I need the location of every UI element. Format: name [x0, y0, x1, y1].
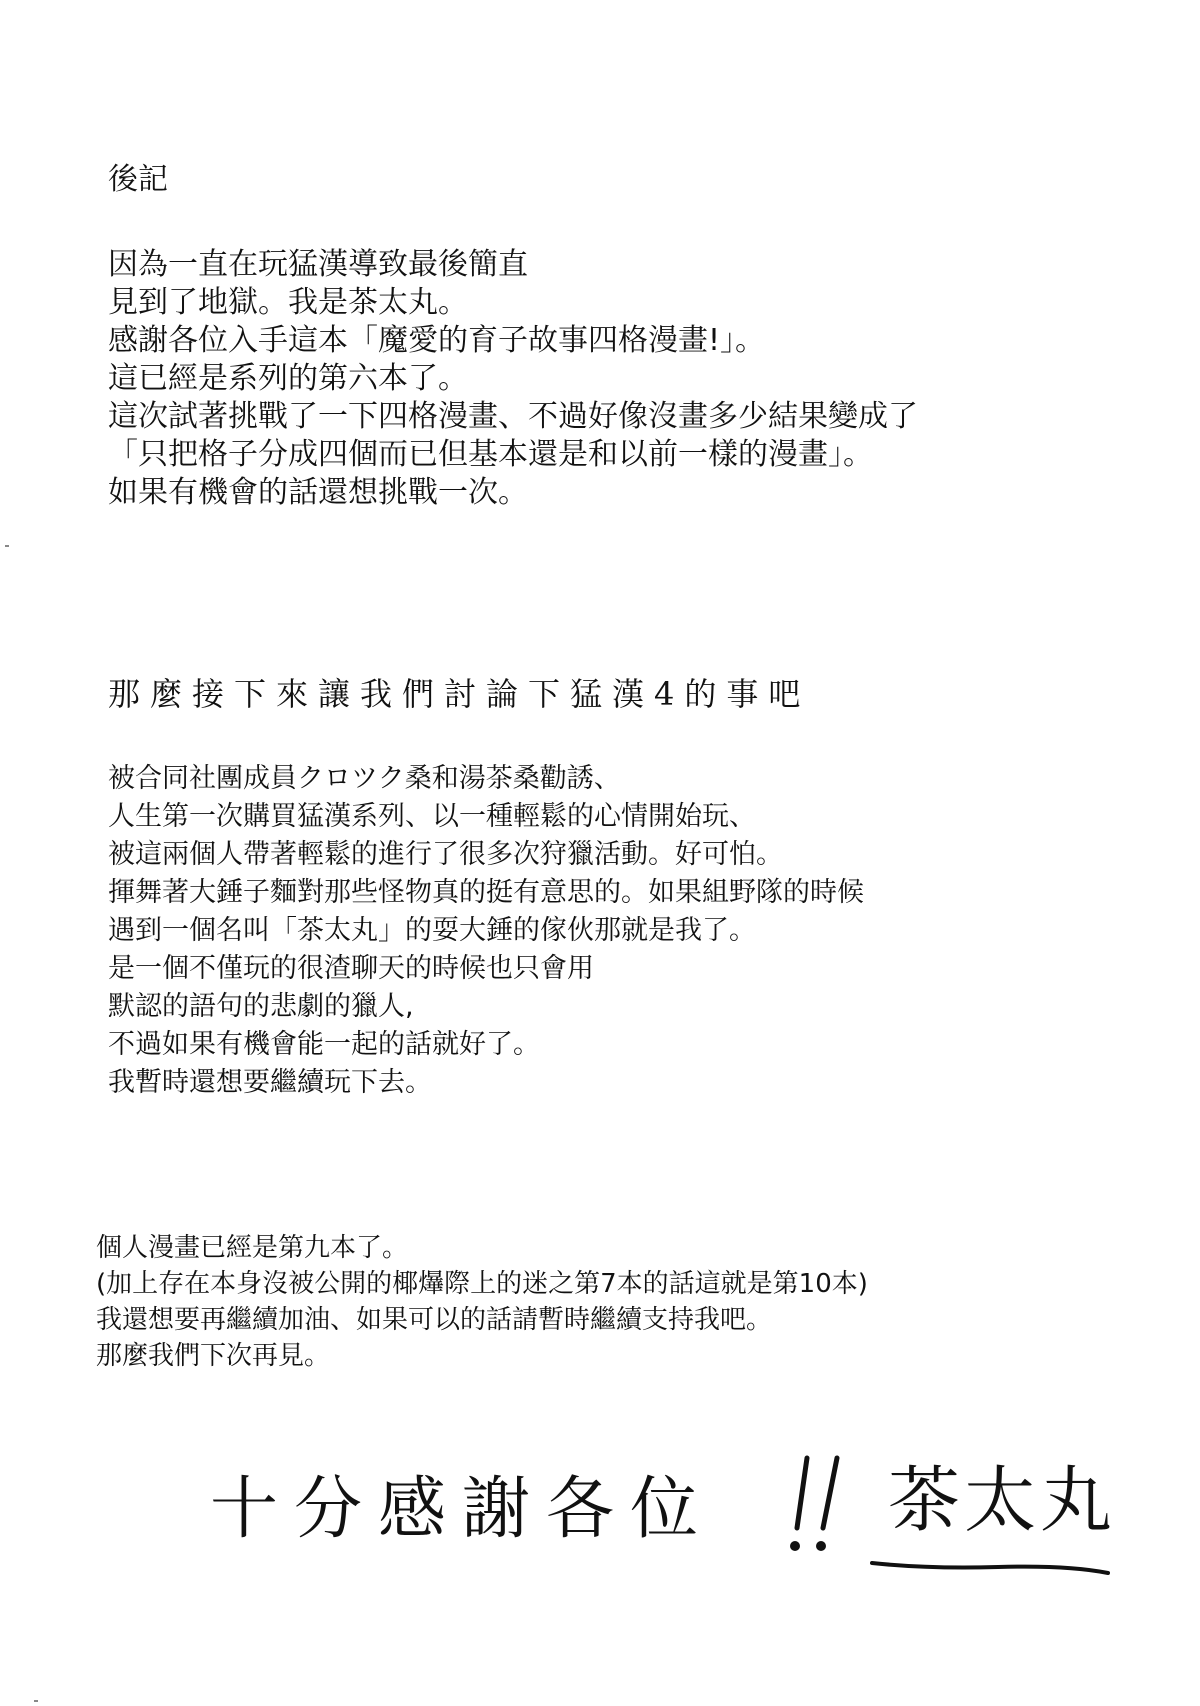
intro-line: 這已經是系列的第六本了。: [108, 361, 468, 396]
intro-line: 如果有機會的話還想挑戰一次。: [108, 475, 528, 510]
signature-underline: [868, 1545, 1113, 1585]
scan-speck: [5, 545, 9, 547]
handwritten-signature: 茶太丸: [888, 1458, 1117, 1542]
mh4-line: 默認的語句的悲劇的獵人,: [108, 991, 414, 1022]
closing-line: 那麼我們下次再見。: [96, 1341, 331, 1371]
mh4-section-heading: 那麼接下來讓我們討論下猛漢4的事吧: [108, 675, 811, 713]
intro-line: 感謝各位入手這本「魔愛的育子故事四格漫畫!」。: [108, 323, 766, 358]
afterword-title: 後記: [108, 162, 168, 197]
intro-line: 這次試著挑戰了一下四格漫畫、不過好像沒畫多少結果變成了: [108, 399, 918, 434]
intro-line: 「只把格子分成四個而已但基本還是和以前一樣的漫畫」。: [108, 437, 873, 472]
closing-line: 我還想要再繼續加油、如果可以的話請暫時繼續支持我吧。: [96, 1305, 773, 1335]
handwritten-thanks: 十分感謝各位: [210, 1470, 715, 1549]
closing-line: (加上存在本身沒被公開的椰爗際上的迷之第7本的話這就是第10本): [96, 1269, 868, 1299]
scan-speck: [34, 1700, 38, 1702]
mh4-line: 被合同社團成員クロツク桑和湯茶桑勸誘、: [108, 763, 621, 794]
intro-line: 見到了地獄。我是茶太丸。: [108, 285, 468, 320]
mh4-line: 被這兩個人帶著輕鬆的進行了很多次狩獵活動。好可怕。: [108, 839, 783, 870]
closing-line: 個人漫畫已經是第九本了。: [96, 1233, 409, 1263]
mh4-line: 是一個不僅玩的很渣聊天的時候也只會用: [108, 953, 594, 984]
exclamation-marks-icon: [785, 1450, 855, 1560]
mh4-line: 我暫時還想要繼續玩下去。: [108, 1067, 432, 1098]
closing-paragraph: [96, 1230, 868, 1374]
mh4-line: 揮舞著大錘子麵對那些怪物真的挺有意思的。如果組野隊的時候: [108, 877, 864, 908]
mh4-paragraph: [108, 760, 864, 1102]
intro-line: 因為一直在玩猛漢導致最後簡直: [108, 247, 528, 282]
intro-paragraph: [108, 246, 918, 512]
mh4-line: 不過如果有機會能一起的話就好了。: [108, 1029, 540, 1060]
mh4-line: 遇到一個名叫「茶太丸」的耍大錘的傢伙那就是我了。: [108, 915, 756, 946]
mh4-line: 人生第一次購買猛漢系列、以一種輕鬆的心情開始玩、: [108, 801, 756, 832]
